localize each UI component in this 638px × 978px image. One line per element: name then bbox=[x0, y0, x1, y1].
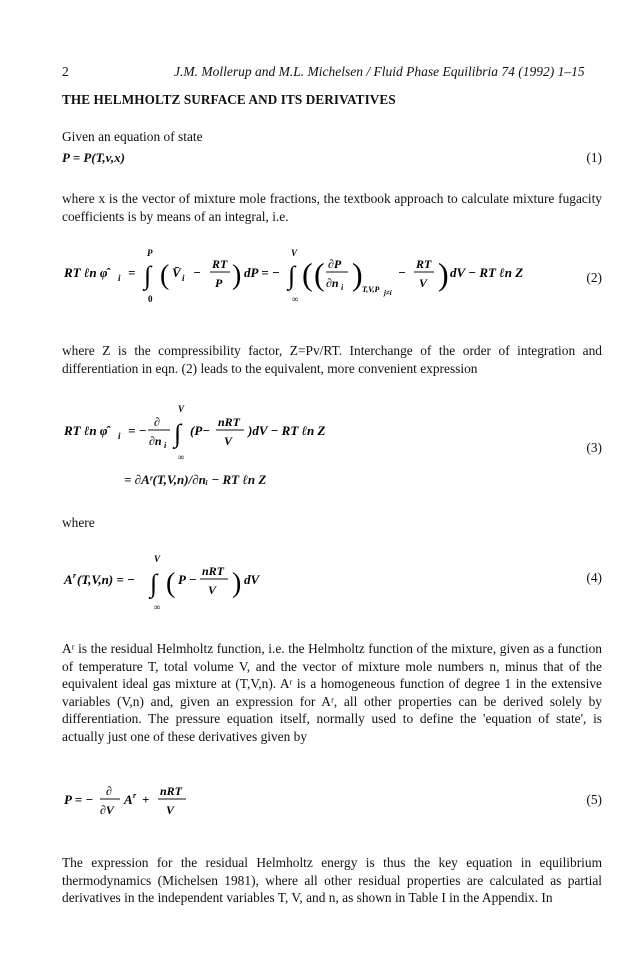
svg-text:): ) bbox=[438, 256, 449, 292]
svg-text:dV − RT ℓn Z: dV − RT ℓn Z bbox=[450, 265, 524, 280]
svg-text:i: i bbox=[182, 273, 185, 283]
svg-text:+: + bbox=[142, 792, 150, 807]
equation-3-number: (3) bbox=[586, 440, 602, 455]
svg-text:0: 0 bbox=[148, 294, 153, 304]
svg-text:∂: ∂ bbox=[154, 415, 160, 429]
svg-text:P = −: P = − bbox=[64, 792, 94, 807]
equation-2-number: (2) bbox=[586, 270, 602, 285]
svg-text:P −: P − bbox=[178, 572, 197, 587]
svg-text:nRT: nRT bbox=[160, 784, 183, 798]
equation-1-number: (1) bbox=[586, 150, 602, 165]
paragraph-after-eq1: where x is the vector of mixture mole fractions, the textbook approach to calculate mixture fugacity coefficients is by means of an integral, i.e. bbox=[62, 191, 602, 224]
svg-text:A: A bbox=[64, 572, 73, 587]
paragraph-after-eq5: The expression for the residual Helmholtz energy is thus the key equation in equilibrium thermodynamics (Michelsen 1981), where all other residual properties are calculated as partial derivatives in the independent variables T, V, and n, as shown in Table I in the Appendix. In bbox=[62, 855, 602, 905]
svg-text:P: P bbox=[147, 248, 153, 258]
svg-text:∂P: ∂P bbox=[328, 257, 342, 271]
svg-text:∫: ∫ bbox=[150, 569, 158, 598]
svg-text:∂n: ∂n bbox=[149, 434, 162, 448]
svg-text:P: P bbox=[215, 276, 223, 290]
svg-text:): ) bbox=[352, 256, 363, 292]
running-title: J.M. Mollerup and M.L. Michelsen / Fluid Phase Equilibria 74 (1992) 1–15 bbox=[174, 64, 585, 79]
paragraph-after-eq2: where Z is the compressibility factor, Z=Pv/RT. Interchange of the order of integration and differentiation in eqn. (2) leads to the equivalent, more convenient expression bbox=[62, 343, 602, 376]
svg-text:∂V: ∂V bbox=[100, 803, 114, 817]
svg-text:(: ( bbox=[302, 256, 313, 292]
svg-text:∞: ∞ bbox=[292, 294, 299, 304]
svg-text:∞: ∞ bbox=[154, 602, 161, 612]
equation-5-number: (5) bbox=[586, 792, 602, 807]
svg-text:=: = bbox=[128, 265, 136, 280]
svg-text:(: ( bbox=[314, 256, 325, 292]
svg-text:RT: RT bbox=[212, 257, 228, 271]
svg-text:)dV − RT ℓn Z: )dV − RT ℓn Z bbox=[248, 423, 326, 438]
svg-text:): ) bbox=[232, 568, 242, 599]
equation-2 bbox=[62, 240, 524, 310]
svg-text:i: i bbox=[164, 441, 167, 450]
svg-text:r: r bbox=[133, 791, 137, 800]
paragraph-where: where bbox=[62, 515, 95, 530]
svg-text:V: V bbox=[154, 554, 161, 564]
svg-text:j≠i: j≠i bbox=[384, 289, 392, 297]
svg-text:V: V bbox=[178, 404, 185, 414]
svg-text:RT ℓn φ̂: RT ℓn φ̂ bbox=[64, 423, 108, 438]
svg-text:(T,V,n) = −: (T,V,n) = − bbox=[77, 572, 135, 587]
svg-text:(: ( bbox=[166, 568, 176, 599]
equation-1: P = P(T,v,x) bbox=[62, 150, 126, 165]
svg-text:V̄: V̄ bbox=[172, 265, 181, 280]
equation-4 bbox=[62, 548, 302, 618]
svg-text:A: A bbox=[124, 792, 133, 807]
svg-text:(P−: (P− bbox=[190, 423, 211, 438]
svg-text:∫: ∫ bbox=[174, 419, 182, 448]
svg-text:): ) bbox=[232, 260, 242, 291]
svg-text:nRT: nRT bbox=[218, 415, 241, 429]
page-number: 2 bbox=[62, 64, 69, 79]
svg-text:RT ℓn φ̂: RT ℓn φ̂ bbox=[64, 265, 108, 280]
paragraph-intro: Given an equation of state bbox=[62, 129, 203, 144]
svg-text:∂n: ∂n bbox=[326, 276, 339, 290]
equation-5 bbox=[62, 774, 262, 830]
svg-text:∂: ∂ bbox=[106, 784, 112, 798]
svg-text:r: r bbox=[73, 571, 77, 580]
equation-4-number: (4) bbox=[586, 570, 602, 585]
svg-text:i: i bbox=[118, 273, 121, 283]
section-title: THE HELMHOLTZ SURFACE AND ITS DERIVATIVES bbox=[62, 92, 396, 107]
svg-text:∫: ∫ bbox=[144, 261, 152, 290]
svg-text:V: V bbox=[166, 803, 175, 817]
paragraph-after-eq4: Aʳ is the residual Helmholtz function, i.e. the Helmholtz function of the mixture, given as a function of temperature T, total volume V, and the vector of mixture mole numbers n, minus that of the equivalent ideal gas mixture at (T,V,n). Aʳ is a homogeneous function of degree 1 in the extensive variables (V,n) and, given an expression for Aʳ, all other properties can be derived solely by differentiation. The pressure equation itself, normally used to define the 'equation of state', is actually just one of these derivatives given by bbox=[62, 641, 602, 744]
svg-text:∞: ∞ bbox=[178, 452, 185, 462]
svg-text:V: V bbox=[419, 276, 428, 290]
equation-3-line-2: = ∂Aʳ(T,V,n)/∂nᵢ − RT ℓn Z bbox=[124, 472, 267, 487]
svg-text:V: V bbox=[291, 248, 298, 258]
svg-text:dP = −: dP = − bbox=[244, 265, 280, 280]
svg-text:∫: ∫ bbox=[288, 261, 296, 290]
svg-text:V: V bbox=[208, 583, 217, 597]
svg-text:−: − bbox=[398, 265, 406, 280]
svg-text:T,V,P: T,V,P bbox=[362, 285, 380, 294]
svg-text:V: V bbox=[224, 434, 233, 448]
svg-text:i: i bbox=[118, 431, 121, 441]
svg-text:(: ( bbox=[160, 260, 170, 291]
svg-text:i: i bbox=[341, 283, 344, 292]
svg-text:= −: = − bbox=[128, 423, 147, 438]
svg-text:−: − bbox=[193, 265, 201, 280]
svg-text:RT: RT bbox=[416, 257, 432, 271]
svg-text:dV: dV bbox=[244, 572, 260, 587]
svg-text:nRT: nRT bbox=[202, 564, 225, 578]
